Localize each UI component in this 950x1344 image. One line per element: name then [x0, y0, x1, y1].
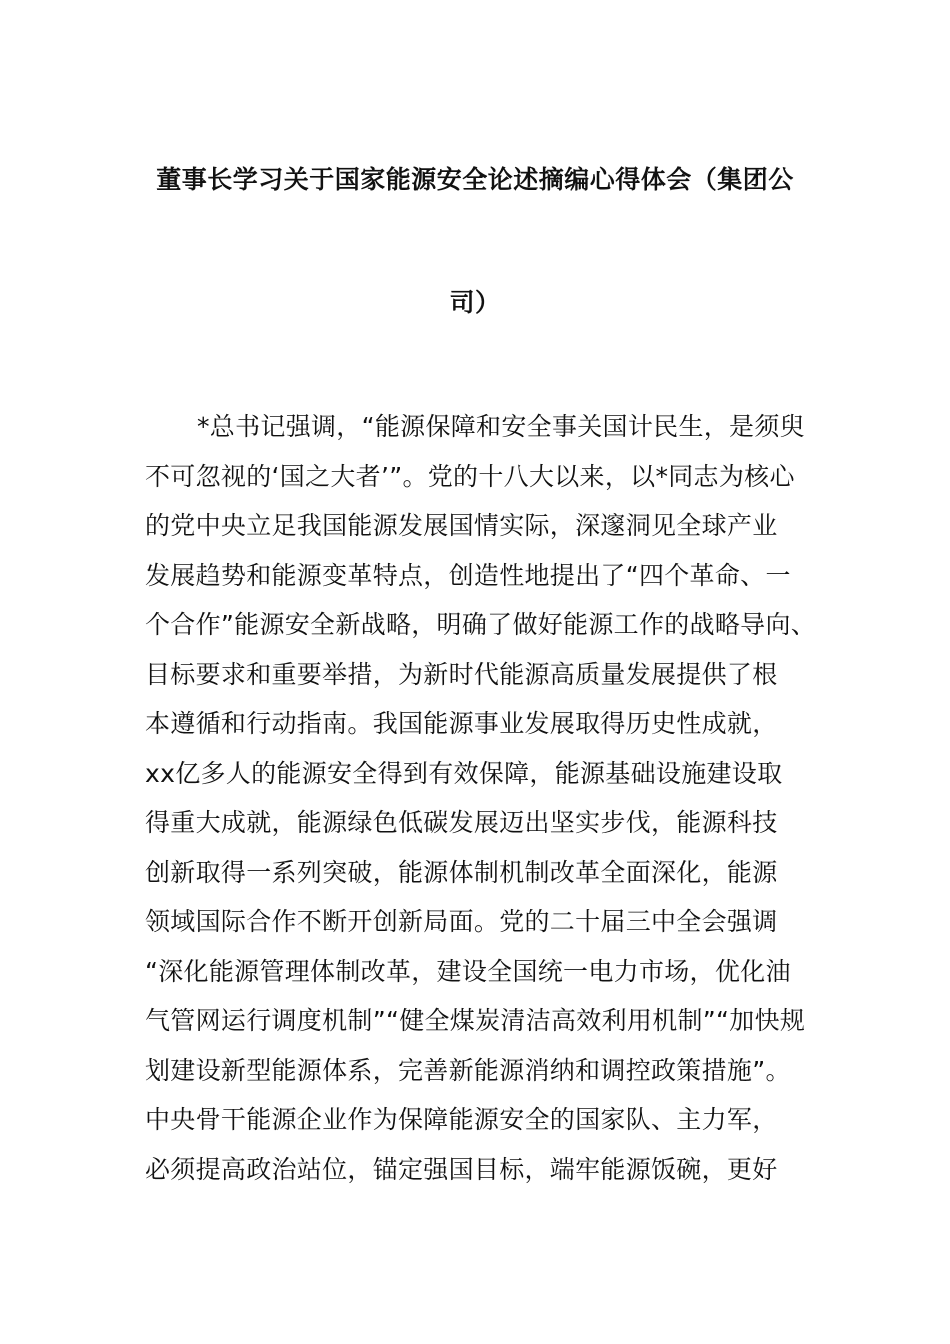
paragraph-line: 必须提高政治站位，锚定强国目标，端牢能源饭碗，更好	[145, 1154, 778, 1184]
paragraph-line: 得重大成就，能源绿色低碳发展迈出坚实步伐，能源科技	[145, 808, 778, 837]
paragraph-line: 发展趋势和能源变革特点，创造性地提出了“四个革命、一	[145, 560, 791, 590]
paragraph-line: 目标要求和重要举措，为新时代能源高质量发展提供了根	[145, 659, 778, 689]
document-title-line-1: 董事长学习关于国家能源安全论述摘编心得体会（集团公	[156, 165, 794, 194]
document-title-line-2: 司）	[449, 288, 501, 317]
paragraph-line: 划建设新型能源体系，完善新能源消纳和调控政策措施”。	[145, 1055, 791, 1085]
paragraph-line: 创新取得一系列突破，能源体制机制改革全面深化，能源	[145, 857, 778, 887]
body-paragraph	[145, 402, 835, 1194]
paragraph-line: 本遵循和行动指南。我国能源事业发展取得历史性成就，	[145, 709, 778, 738]
paragraph-line: 的党中央立足我国能源发展国情实际，深邃洞见全球产业	[145, 511, 778, 540]
paragraph-line: xx亿多人的能源安全得到有效保障，能源基础设施建设取	[145, 758, 783, 788]
paragraph-line: *总书记强调，“能源保障和安全事关国计民生，是须臾	[197, 412, 805, 441]
paragraph-line: 不可忽视的‘国之大者’”。党的十八大以来，以*同志为核心	[145, 461, 795, 491]
paragraph-line: “深化能源管理体制改革，建设全国统一电力市场，优化油	[145, 956, 791, 986]
paragraph-line: 中央骨干能源企业作为保障能源安全的国家队、主力军，	[145, 1105, 778, 1134]
paragraph-line: 领域国际合作不断开创新局面。党的二十届三中全会强调	[145, 907, 778, 936]
paragraph-line: 个合作”能源安全新战略，明确了做好能源工作的战略导向、	[145, 610, 817, 639]
paragraph-line: 气管网运行调度机制”“健全煤炭清洁高效利用机制”“加快规	[145, 1006, 806, 1035]
